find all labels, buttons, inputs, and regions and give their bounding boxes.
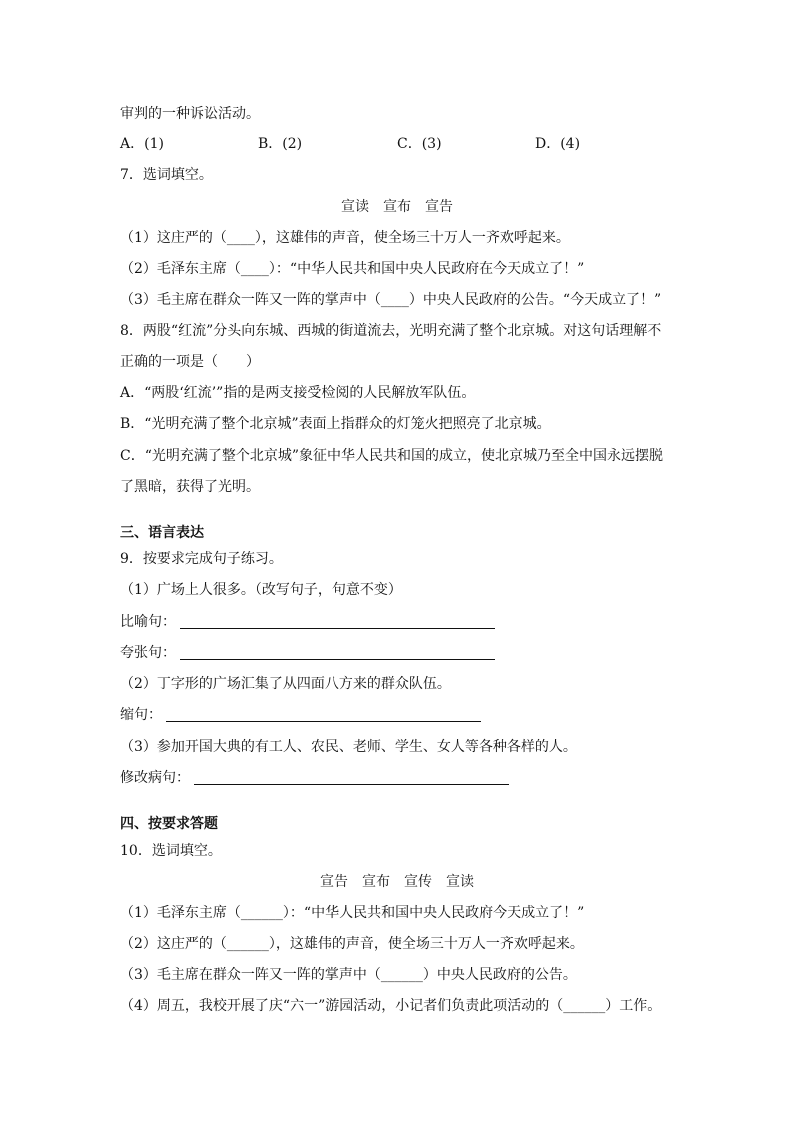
question-8-stem-cont: 正确的一项是（ ） [120,354,260,370]
question-7-item-1: （1）这庄严的（____），这雄伟的声音，使全场三十万人一齐欢呼起来。 [120,230,570,246]
option-d: D．(4) [535,136,581,152]
simile-answer-blank[interactable] [180,614,495,629]
question-8-option-c: C．“光明充满了整个北京城”象征中华人民共和国的成立，使北京城乃至全中国永远摆脱 [120,448,664,464]
shrink-answer-row [120,706,481,724]
question-7-item-2: （2）毛泽东主席（____）：“中华人民共和国中央人民政府在今天成立了！” [120,261,585,277]
shrink-label: 缩句： [120,707,162,723]
option-a: A．(1) [120,136,164,152]
option-c: C．(3) [397,136,442,152]
fix-sentence-answer-blank[interactable] [194,770,509,785]
fix-sentence-answer-row [120,769,509,787]
question-8-option-b: B．“光明充满了整个北京城”表面上指群众的灯笼火把照亮了北京城。 [120,416,551,432]
section-4-heading: 四、按要求答题 [120,816,218,832]
text-line: 审判的一种诉讼活动。 [120,106,260,122]
question-10-title: 10．选词填空。 [120,843,222,859]
shrink-answer-blank[interactable] [166,707,481,722]
fix-sentence-label: 修改病句： [120,770,190,786]
question-8-stem: 8．两股“红流”分头向东城、西城的街道流去，光明充满了整个北京城。对这句话理解不 [120,323,662,339]
question-7-item-3: （3）毛主席在群众一阵又一阵的掌声中（____）中央人民政府的公告。“今天成立了！” [120,292,662,308]
simile-label: 比喻句： [120,614,176,630]
simile-answer-row [120,613,495,631]
exaggeration-answer-blank[interactable] [180,645,495,660]
word-bank-7: 宣读 宣布 宣告 [341,199,453,215]
exaggeration-answer-row [120,644,495,662]
question-10-item-1: （1）毛泽东主席（______）：“中华人民共和国中央人民政府今天成立了！” [120,905,585,921]
section-3-heading: 三、语言表达 [120,525,204,541]
question-9-title: 9．按要求完成句子练习。 [120,551,283,567]
question-9-item-2: （2）丁字形的广场汇集了从四面八方来的群众队伍。 [120,676,451,692]
question-9-item-3: （3）参加开国大典的有工人、农民、老师、学生、女人等各种各样的人。 [120,739,577,755]
word-bank-10: 宣告 宣布 宣传 宣读 [320,874,474,890]
exaggeration-label: 夸张句： [120,645,176,661]
option-b: B．(2) [258,136,303,152]
question-8-option-c-cont: 了黑暗，获得了光明。 [120,479,260,495]
question-10-item-4: （4）周五，我校开展了庆“六一”游园活动，小记者们负责此项活动的（______）工作。 [120,998,662,1014]
question-7-title: 7．选词填空。 [120,167,213,183]
question-10-item-3: （3）毛主席在群众一阵又一阵的掌声中（______）中央人民政府的公告。 [120,967,577,983]
question-8-option-a: A．“两股‘红流’”指的是两支接受检阅的人民解放军队伍。 [120,385,476,401]
question-10-item-2: （2）这庄严的（______），这雄伟的声音，使全场三十万人一齐欢呼起来。 [120,936,584,952]
question-9-item-1: （1）广场上人很多。（改写句子，句意不变） [120,582,402,598]
